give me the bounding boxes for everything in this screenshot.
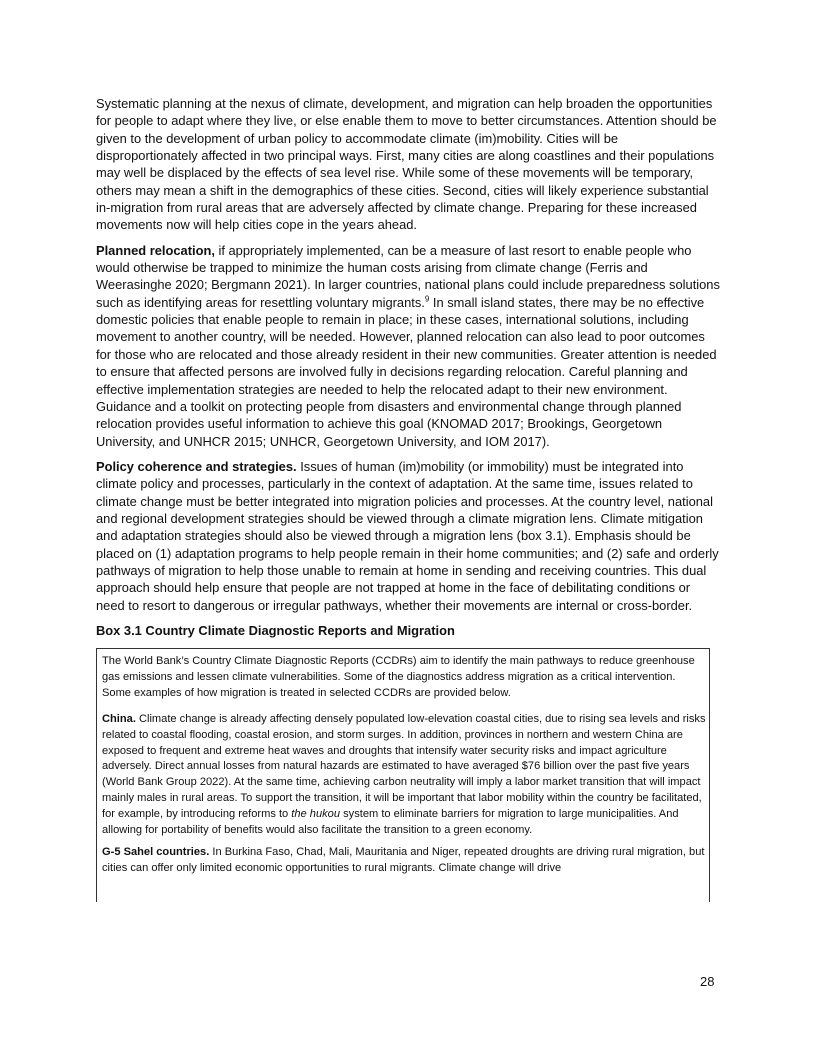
- china-hukou: the hukou: [291, 808, 341, 821]
- paragraph-urban-policy: Systematic planning at the nexus of climate, development, and migration can help broaden the opportunities for people to adapt where they live, or else enable them to move to better circumstances. Attention should be given to the development of urban policy to accommodate climate (im)mobility. Cities will be disproportionately affected in two principal ways. First, many cities are along coastlines and their populations may well be displaced by the effects of sea level rise. While some of these movements will be temporary, others may mean a shift in the demographics of these cities. Second, cities will likely experience substantial in-migration from rural areas that are adversely affected by climate change. Preparing for these increased movements now will help cities cope in the years ahead.: [96, 96, 717, 233]
- planned-relocation-text-a: if appropriately implemented, can be a measure of last resort to enable people who would otherwise be trapped to minimize the human costs arising from climate change (Ferris and Weerasinghe 2020; Bergmann 2021). In larger countries, national plans could include preparedness solutions such as identifying areas for resettling voluntary migrants.: [96, 242, 720, 310]
- china-heading: China.: [102, 712, 136, 725]
- footnote-ref[interactable]: 9: [424, 294, 430, 304]
- sahel-text: In Burkina Faso, Chad, Mali, Mauritania and Niger, repeated droughts are driving rural migration, but cities can offer only limited economic opportunities to rural migrants. Climate change will drive: [102, 845, 705, 874]
- planned-relocation-text-b: In small island states, there may be no effective domestic policies that enable people to remain in place; in these cases, international solutions, including movement to another country, will be needed. However, planned relocation can also lead to poor outcomes for those who are relocated and those already resident in their new communities. Greater attention is needed to ensure that affected persons are involved fully in decisions regarding relocation. Careful planning and effective implementation strategies are needed to help the relocated adapt to their new environment. Guidance and a toolkit on protecting people from disasters and environmental change through planned relocation provides useful information to achieve this goal (KNOMAD 2017; Brookings, Georgetown University, and UNHCR 2015; UNHCR, Georgetown University, and IOM 2017).: [96, 294, 717, 449]
- china-text-a: Climate change is already affecting densely populated low-elevation coastal cities, due to rising sea levels and risks related to coastal flooding, coastal erosion, and storm surges. In addition, provinces in northern and western China are exposed to frequent and extreme heat waves and droughts that intensify water security risks and impact agriculture adversely. Direct annual losses from natural hazards are estimated to have averaged $76 billion over the past five years (World Bank Group 2022). At the same time, achieving carbon neutrality will imply a labor market transition that will impact mainly males in rural areas. To support the transition, it will be important that labor mobility within the country be facilitated, for example, by introducing reforms to: [102, 712, 706, 821]
- page-number: 28: [700, 974, 715, 989]
- box-china: [102, 712, 706, 839]
- china-text-b: system to eliminate barriers for migration to large municipalities. And allowing for portability of benefits would also facilitate the transition to a green economy.: [102, 808, 679, 837]
- box-title: Box 3.1 Country Climate Diagnostic Reports and Migration: [96, 622, 455, 638]
- policy-coherence-heading: Policy coherence and strategies.: [96, 458, 297, 474]
- sahel-heading: G-5 Sahel countries.: [102, 845, 210, 858]
- planned-relocation-heading: Planned relocation,: [96, 242, 215, 258]
- paragraph-planned-relocation: [96, 242, 720, 450]
- policy-coherence-text: Issues of human (im)mobility (or immobility) must be integrated into climate policy and processes, particularly in the context of adaptation. At the same time, issues related to climate change must be better integrated into migration policies and processes. At the country level, national and regional development strategies should be viewed through a climate migration lens. Climate mitigation and adaptation strategies should also be viewed through a migration lens (box 3.1). Emphasis should be placed on (1) adaptation programs to help people remain in their home communities; and (2) safe and orderly pathways of migration to help those unable to remain at home in sending and receiving countries. This dual approach should help ensure that people are not trapped at home in the face of debilitating conditions or need to resort to dangerous or irregular pathways, whether their movements are internal or cross-border.: [96, 458, 719, 613]
- box-intro: The World Bank’s Country Climate Diagnostic Reports (CCDRs) aim to identify the main pathways to reduce greenhouse gas emissions and lessen climate vulnerabilities. Some of the diagnostics address migration as a critical intervention. Some examples of how migration is treated in selected CCDRs are provided below.: [102, 654, 695, 699]
- paragraph-policy-coherence: [96, 458, 720, 614]
- page-body: [96, 95, 720, 902]
- box-sahel: [102, 845, 706, 877]
- box-3-1: [96, 648, 710, 902]
